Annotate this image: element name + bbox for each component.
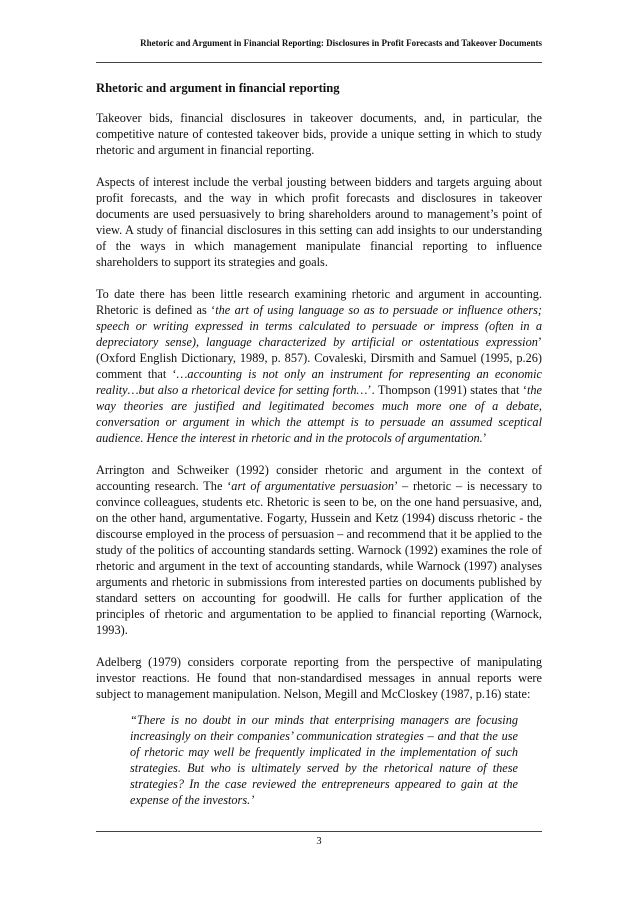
page-body: [96, 80, 542, 808]
header-rule: [96, 62, 542, 63]
paragraph-2: Aspects of interest include the verbal jousting between bidders and targets arguing about profit forecasts, and the way in which profit forecasts and disclosures in takeover documents are used persuasively to bring shareholders around to management’s point of view. A study of financial disclosures in this setting can add insights to our understanding of the ways in which management manipulate financial reporting to influence shareholders to support its strategies and goals.: [96, 175, 542, 269]
paragraph-5: Adelberg (1979) considers corporate reporting from the perspective of manipulating investor reactions. He found that non-standardised messages in annual reports were subject to management manipulation. Nelson, Megill and McCloskey (1987, p.16) state:: [96, 655, 542, 701]
footer-rule: [96, 831, 542, 832]
page-number: 3: [316, 836, 322, 847]
running-header: Rhetoric and Argument in Financial Reporting: Disclosures in Profit Forecasts and Takeover Documents: [140, 38, 542, 48]
text-run: ’ (Oxford English Dictionary, 1989, p. 857). Covaleski, Dirsmith and Samuel (1995, p.26) comment that ‘: [96, 335, 542, 381]
block-quotation: “There is no doubt in our minds that enterprising managers are focusing increasingly on their companies’ communication strategies – and that the use of rhetoric may well be frequently implicated in the implementation of such strategies. But who is ultimately served by the rhetorical nature of these strategies? In the case reviewed the entrepreneurs appeared to gain at the expense of the investors.’: [130, 713, 518, 807]
quotation-thompson: the way theories are justified and legitimated becomes much more one of a debate, conversation or argument in which the attempt is to persuade an assumed sceptical audience. Hence the interest in rhetoric and in the protocols of argumentation.: [96, 383, 542, 445]
text-run: ’ – rhetoric – is necessary to convince colleagues, students etc. Rhetoric is seen to be, on the one hand persuasive, and, on the other hand, argumentative. Fogarty, Hussein and Ketz (1994) discuss rhetoric - the discourse employed in the process of persuasion – and recommend that it be applied to the study of the politics of accounting standards setting. Warnock (1992) examines the role of rhetoric and argument in the text of accounting standards, while Warnock (1997) analyses arguments and rhetoric in submissions from interested parties on documents published by standard setters on accounting for goodwill. He calls for further application of the principles of rhetoric and argumentation to be applied to financial reporting (Warnock, 1993).: [96, 479, 542, 637]
paragraph-3: [96, 286, 542, 446]
section-heading: Rhetoric and argument in financial reporting: [96, 81, 340, 95]
text-run: ’. Thompson (1991) states that ‘: [367, 383, 527, 397]
text-run: ’: [482, 431, 487, 445]
paragraph-4: [96, 462, 542, 638]
text-run: Arrington and Schweiker (1992) consider rhetoric and argument in the context of accounting research. The ‘: [96, 463, 542, 493]
quotation-arrington: art of argumentative persuasion: [231, 479, 395, 493]
quotation-covaleski: …accounting is not only an instrument for representing an economic reality…but also a rhetorical device for setting forth…: [96, 367, 542, 397]
quotation-oed: the art of using language so as to persuade or influence others; speech or writing expressed in terms calculated to persuade or impress (often in a depreciatory sense), language characterized by artificial or ostentatious expression: [96, 303, 542, 349]
text-run: To date there has been little research examining rhetoric and argument in accounting. Rhetoric is defined as ‘: [96, 287, 542, 317]
paragraph-1: Takeover bids, financial disclosures in takeover documents, and, in particular, the competitive nature of contested takeover bids, provide a unique setting in which to study rhetoric and argument in financial reporting.: [96, 111, 542, 157]
